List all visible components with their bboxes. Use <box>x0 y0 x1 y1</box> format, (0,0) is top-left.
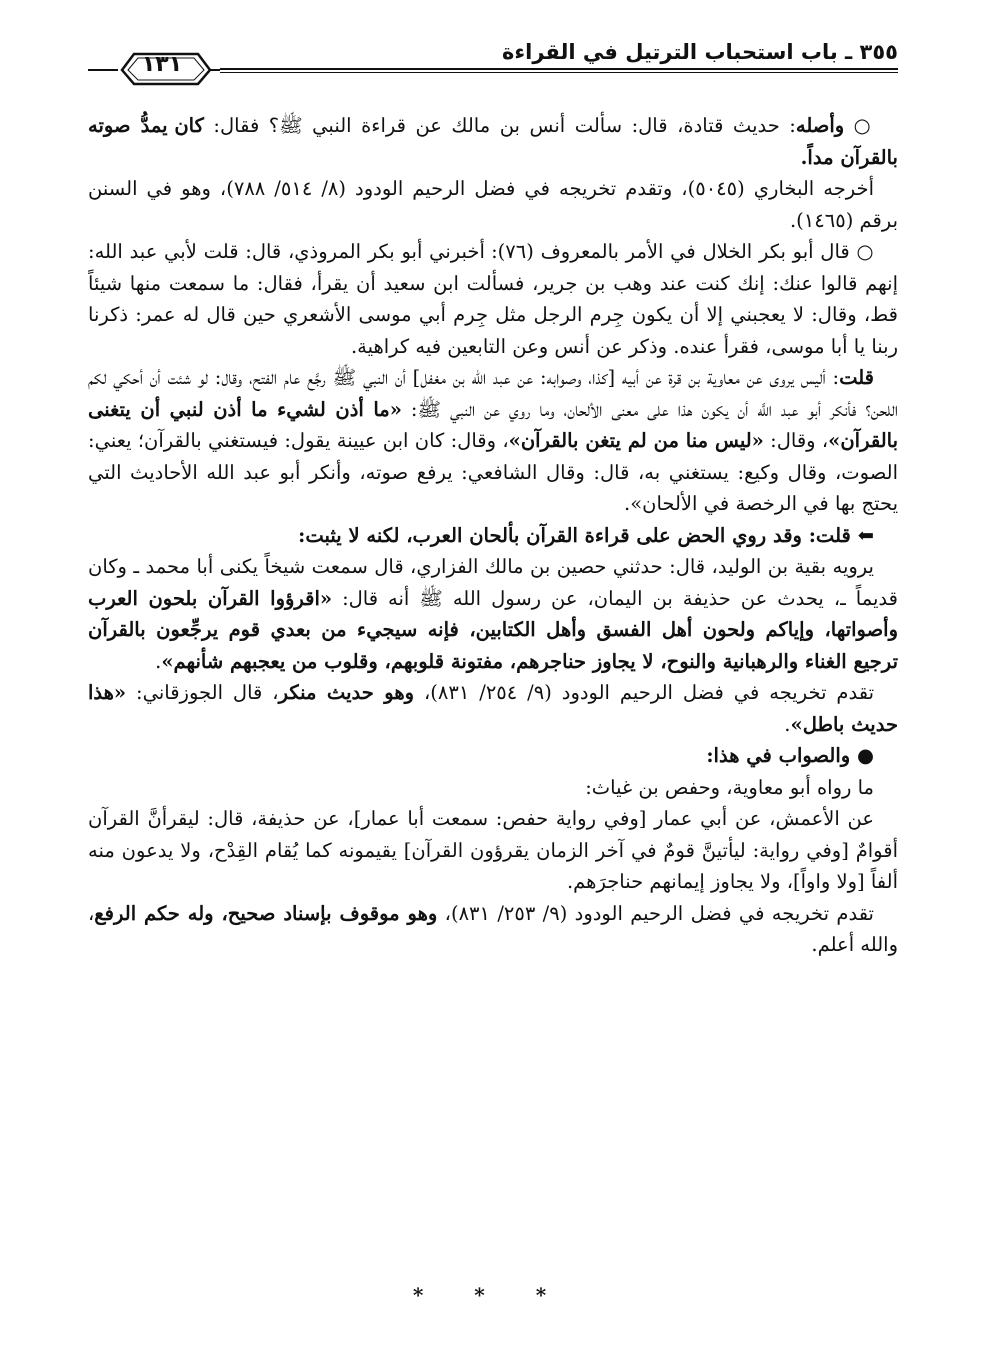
hadith-quote: «ما أذن لشيء ما أذن لنبي أن يتغنى بالقرآن» <box>88 397 899 452</box>
paragraph-4 <box>88 362 898 520</box>
paragraph-text: ، وقال: <box>763 429 829 452</box>
paragraph-10: عن الأعمش، عن أبي عمار [وفي رواية حفص: سمعت أبا عمار]، عن حذيفة، قال: ليقرأنَّ القرآن أقوامٌ [وفي رواية: ليأتينَّ قومٌ في آخر الزمان يقرؤون القرآن] يقيمونه كما يُقام القِدْح، ولا يدعون منه ألفاً [ولا واواً]، ولا يجاوز إيمانهم حناجرَهم. <box>88 807 898 893</box>
paragraph-8: ● والصواب في هذا: <box>706 744 874 767</box>
chapter-title: ٣٥٥ ـ باب استحباب الترتيل في القراءة <box>502 40 898 64</box>
paragraph-1 <box>88 110 898 173</box>
paragraph-text: تقدم تخريجه في فضل الرحيم الودود (٩/ ٢٥٤/ ٨٣١)، <box>414 681 875 704</box>
paragraph-marker: ○ <box>844 114 874 137</box>
paragraph-2: أخرجه البخاري (٥٠٤٥)، وتقدم تخريجه في فضل الرحيم الودود (٨/ ٥١٤/ ٧٨٨)، وهو في السنن برقم (١٤٦٥). <box>88 177 898 232</box>
paragraph-9: ما رواه أبو معاوية، وحفص بن غياث: <box>585 775 874 799</box>
paragraph-text: يرويه بقية بن الوليد، قال: حدثني حصين بن مالك الفزاري، قال سمعت شيخاً يكنى أبا محمد ـ وكان قديماً ـ، يحدث عن حذيفة بن اليمان، عن رسول الله ﷺ أنه قال: <box>88 555 898 610</box>
paragraph-text: ، قال الجوزقاني: <box>126 681 279 704</box>
hadith-quote: كان يمدُّ صوته بالقرآن مداً. <box>88 114 898 169</box>
page-number-badge <box>88 48 220 88</box>
paragraph-6 <box>88 551 898 677</box>
paragraph-11 <box>88 898 898 961</box>
hadith-quote: «ليس منا من لم يتغن بالقرآن» <box>508 429 764 452</box>
section-end-asterisks: * * * <box>412 1283 569 1307</box>
page-header <box>88 36 898 92</box>
paragraph-text: : حديث قتادة، قال: سألت أنس بن مالك عن قراءة النبي ﷺ؟ فقال: <box>203 114 796 137</box>
paragraph-text: : أليس يروى عن معاوية بن قرة عن أبيه [كذا، وصوابه: عن عبد الله بن مغفل] أن النبي ﷺ رجَّع عام الفتح، وقال: لو شئت أن أحكي لكم اللحن؟ فأنكر أبو عبد اللَّه أن يكون هذا على معنى الألحان، وما روي عن النبي ﷺ: <box>88 366 898 421</box>
header-rule <box>220 68 898 70</box>
paragraph-7 <box>88 677 898 740</box>
verdict-quote: «هذا حديث باطل» <box>88 681 898 736</box>
paragraph-text: تقدم تخريجه في فضل الرحيم الودود (٩/ ٢٥٣/ ٨٣١)، <box>437 901 874 925</box>
verdict: وهو موقوف بإسناد صحيح، وله حكم الرفع <box>94 901 438 925</box>
page-number: ١٣١ <box>141 52 183 77</box>
page-body <box>88 110 898 961</box>
paragraph-5: ⬅ قلت: وقد روي الحض على قراءة القرآن بألحان العرب، لكنه لا يثبت: <box>298 523 874 547</box>
lead-word: قلت <box>839 366 874 389</box>
paragraph-text: ، والله أعلم. <box>88 901 898 956</box>
hadith-quote: «اقرؤوا القرآن بلحون العرب وأصواتها، وإياكم ولحون أهل الفسق وأهل الكتابين، فإنه سيجيء من بعدي قوم يرجِّعون بالقرآن ترجيع الغناء والرهبانية والنوح، لا يجاوز حناجرهم، مفتونة قلوبهم، وقلوب من يعجبهم شأنهم» <box>88 586 898 673</box>
verdict: وهو حديث منكر <box>278 681 415 704</box>
paragraph-text: . <box>155 649 162 673</box>
paragraph-text: ، وقال: كان ابن عيينة يقول: فيستغني بالقرآن؛ يعني: الصوت، وقال وكيع: يستغني به، قال: وقال الشافعي: يرفع صوته، وأنكر أبو عبد الله الأحاديث التي يحتج بها في الرخصة في الألحان». <box>88 429 898 515</box>
paragraph-3: ○ قال أبو بكر الخلال في الأمر بالمعروف (٧٦): أخبرني أبو بكر المروذي، قال: قلت لأبي عبد الله: إنهم قالوا عنك: إنك كنت عند وهب بن جرير، فسألت ابن سعيد أن يقرأ، فقال: ما سمعت منها شيئاً قط، وقال: لا يعجبني إلا أن يكون جِرم الرجل مثل جِرم أبي موسى الأشعري حين قال له عمر: ذكرنا ربنا يا أبا موسى، فقرأ عنده. وذكر عن أنس وعن التابعين فيه كراهية. <box>88 240 898 358</box>
paragraph-text: . <box>784 712 791 736</box>
header-rule-thin <box>220 72 898 73</box>
lead-word: وأصله <box>795 114 845 137</box>
